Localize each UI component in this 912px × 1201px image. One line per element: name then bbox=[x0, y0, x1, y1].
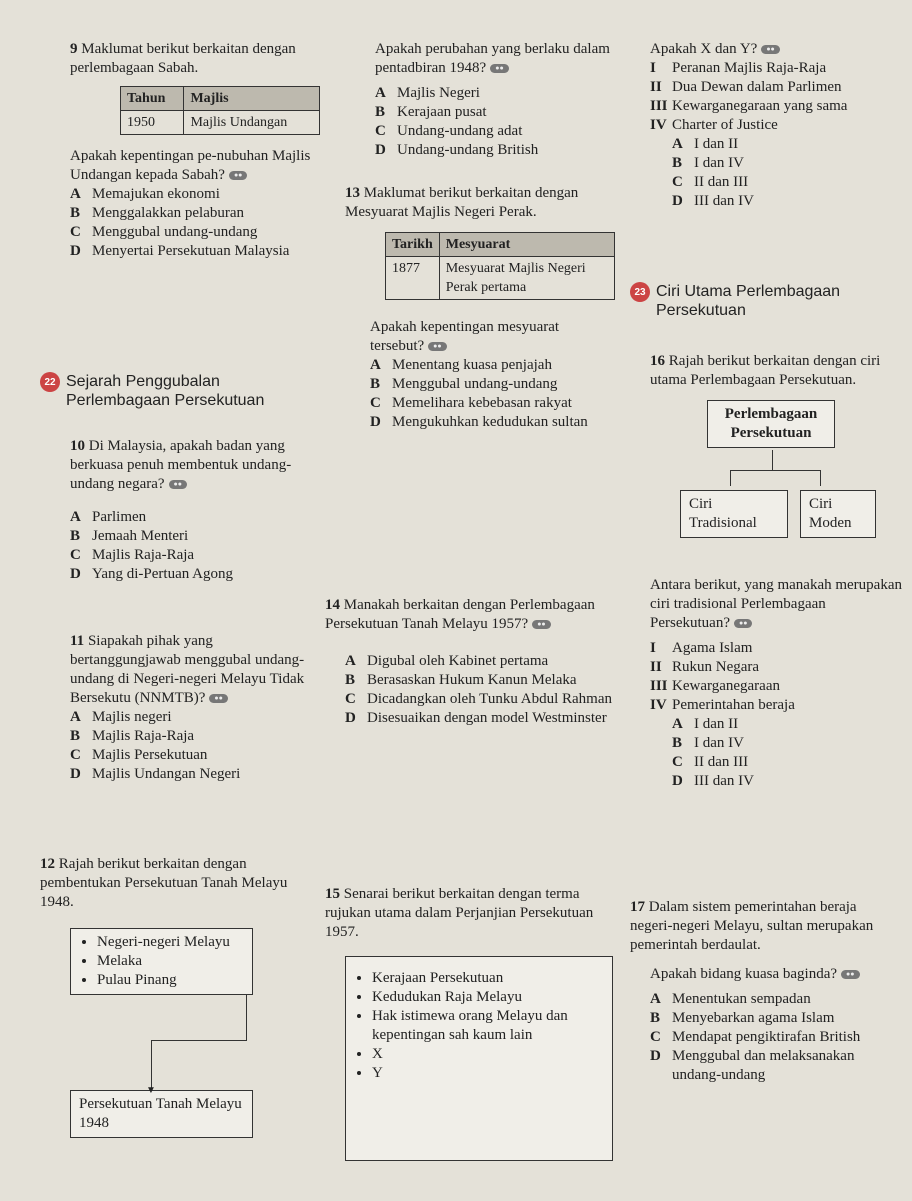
question-15: 15 Senarai berikut berkaitan dengan terma rujukan utama dalam Perjanjian Persekutuan 1957. • Kerajaan Persekutuan • Kedudukan Raja Melayu • Hak istimewa orang Melayu dan kepentingan sah kaum lain • X • Y bbox=[325, 885, 615, 1161]
option-b[interactable]: B Berasaskan Hukum Kanun Melaka bbox=[345, 672, 577, 688]
section-22-heading bbox=[40, 372, 310, 410]
connector-line bbox=[151, 1040, 247, 1041]
q13-table bbox=[385, 232, 615, 300]
level-tag: ●● bbox=[169, 480, 187, 489]
question-ask: Apakah kepentingan pe-nubuhan Majlis Undangan kepada Sabah? bbox=[70, 148, 311, 183]
option-d[interactable]: D Yang di-Pertuan Agong bbox=[70, 566, 233, 582]
table-cell: 1950 bbox=[121, 111, 184, 135]
roman-item: I Peranan Majlis Raja-Raja bbox=[650, 60, 827, 76]
level-tag: ●● bbox=[761, 45, 779, 54]
option-a[interactable]: A Menentukan sempadan bbox=[650, 991, 811, 1007]
option-d[interactable]: D III dan IV bbox=[672, 773, 754, 789]
list-item: • Negeri-negeri Melayu bbox=[97, 933, 244, 952]
option-d[interactable]: D Undang-undang British bbox=[375, 142, 539, 158]
connector-line bbox=[246, 995, 247, 1040]
option-c[interactable]: C Majlis Persekutuan bbox=[70, 747, 208, 763]
table-header: Tarikh bbox=[386, 233, 440, 257]
option-d[interactable]: D Menyertai Persekutuan Malaysia bbox=[70, 243, 290, 259]
diagram-left-box: Ciri Tradisional bbox=[680, 490, 788, 538]
diagram-root-box: Perlembagaan Persekutuan bbox=[707, 400, 835, 448]
option-b[interactable]: B Menggubal undang-undang bbox=[370, 376, 558, 392]
option-b[interactable]: B I dan IV bbox=[672, 735, 744, 751]
diagram-right-box: Ciri Moden bbox=[800, 490, 876, 538]
section-badge: 22 bbox=[40, 372, 60, 392]
option-c[interactable]: C Memelihara kebebasan rakyat bbox=[370, 395, 572, 411]
option-a[interactable]: A Majlis Negeri bbox=[375, 85, 480, 101]
option-c[interactable]: C II dan III bbox=[672, 174, 749, 190]
q12-result-box: Persekutuan Tanah Melayu 1948 bbox=[70, 1090, 253, 1138]
option-b[interactable]: B Kerajaan pusat bbox=[375, 104, 487, 120]
list-item: • Hak istimewa orang Melayu dan kepentingan sah kaum lain bbox=[372, 1007, 604, 1045]
option-d[interactable]: D III dan IV bbox=[672, 193, 754, 209]
level-tag: ●● bbox=[229, 171, 247, 180]
connector-line bbox=[730, 470, 820, 471]
option-d[interactable]: D Majlis Undangan Negeri bbox=[70, 766, 241, 782]
option-c[interactable]: C Menggubal undang-undang bbox=[70, 224, 258, 240]
option-a[interactable]: A Menentang kuasa penjajah bbox=[370, 357, 552, 373]
q15-bullet-box bbox=[345, 956, 613, 1161]
connector-line bbox=[730, 470, 731, 486]
option-a[interactable]: A Majlis negeri bbox=[70, 709, 172, 725]
list-item: • Y bbox=[372, 1064, 604, 1083]
table-cell: 1877 bbox=[386, 257, 440, 300]
roman-item: II Dua Dewan dalam Parlimen bbox=[650, 79, 842, 95]
q12-connector bbox=[40, 995, 320, 1096]
option-b[interactable]: B Majlis Raja-Raja bbox=[70, 728, 195, 744]
roman-item: III Kewarganegaraan bbox=[650, 678, 780, 694]
q16-diagram bbox=[650, 400, 902, 570]
question-stem: Maklumat berikut berkaitan dengan perlembagaan Sabah. bbox=[70, 41, 296, 76]
option-b[interactable]: B Menggalakkan pelaburan bbox=[70, 205, 245, 221]
q9-table bbox=[120, 86, 320, 135]
roman-item: I Agama Islam bbox=[650, 640, 753, 656]
question-13: 13 Maklumat berikut berkaitan dengan Mesyuarat Majlis Negeri Perak. Tarikh Mesyuarat 1877 Mesyuarat Majlis Negeri Perak pertama Apakah kepentingan mesyuarat tersebut? ●● A Menentang kuasa penjajah B Menggubal undang-undang C Memelihara kebebasan rakyat D Mengukuhkan kedudukan sultan bbox=[345, 184, 615, 432]
question-14: 14 Manakah berkaitan dengan Perlembagaan Persekutuan Tanah Melayu 1957? ●● A Digubal oleh Kabinet pertama B Berasaskan Hukum Kanun Melaka C Dicadangkan oleh Tunku Abdul Rahman D Disesuaikan dengan model Westminster bbox=[325, 596, 615, 728]
section-badge: 23 bbox=[630, 282, 650, 302]
list-item: • Melaka bbox=[97, 952, 244, 971]
option-a[interactable]: A Parlimen bbox=[70, 509, 147, 525]
list-item: • Kedudukan Raja Melayu bbox=[372, 988, 604, 1007]
option-a[interactable]: A I dan II bbox=[672, 716, 739, 732]
question-9 bbox=[70, 40, 320, 261]
level-tag: ●● bbox=[428, 342, 446, 351]
question-12: 12 Rajah berikut berkaitan dengan pembentukan Persekutuan Tanah Melayu 1948. • Negeri-negeri Melayu • Melaka • Pulau Pinang ▼ Persekutuan Tanah Melayu 1948 bbox=[40, 855, 320, 1138]
level-tag: ●● bbox=[734, 619, 752, 628]
list-item: • Pulau Pinang bbox=[97, 971, 244, 990]
option-a[interactable]: A Digubal oleh Kabinet pertama bbox=[345, 653, 549, 669]
option-a[interactable]: A I dan II bbox=[672, 136, 739, 152]
connector-line bbox=[772, 450, 773, 470]
option-c[interactable]: C Mendapat pengiktirafan British bbox=[650, 1029, 861, 1045]
table-header: Mesyuarat bbox=[439, 233, 614, 257]
roman-item: II Rukun Negara bbox=[650, 659, 760, 675]
level-tag: ●● bbox=[532, 620, 550, 629]
level-tag: ●● bbox=[490, 64, 508, 73]
option-a[interactable]: A Memajukan ekonomi bbox=[70, 186, 220, 202]
question-11: 11 Siapakah pihak yang bertanggungjawab menggubal undang-undang di Negeri-negeri Melayu Tidak Bersekutu (NNMTB)? ●● A Majlis negeri B Majlis Raja-Raja C Majlis Persekutuan D Majlis Undangan Negeri bbox=[70, 632, 320, 784]
option-c[interactable]: C Undang-undang adat bbox=[375, 123, 523, 139]
question-17: 17 Dalam sistem pemerintahan beraja negeri-negeri Melayu, sultan merupakan pemerintah berdaulat. Apakah bidang kuasa baginda? ●● A Menentukan sempadan B Menyebarkan agama Islam C Mendapat pengiktirafan British D Menggubal dan melaksanakan undang-undang bbox=[630, 898, 902, 1085]
table-cell: Majlis Undangan bbox=[184, 111, 320, 135]
level-tag: ●● bbox=[841, 970, 859, 979]
option-c[interactable]: C II dan III bbox=[672, 754, 749, 770]
option-b[interactable]: B I dan IV bbox=[672, 155, 744, 171]
roman-item: IV Charter of Justice bbox=[650, 117, 778, 133]
section-title: Sejarah Penggubalan Perlembagaan Persekutuan bbox=[66, 373, 265, 409]
roman-item: III Kewarganegaraan yang sama bbox=[650, 98, 848, 114]
list-item: • Kerajaan Persekutuan bbox=[372, 969, 604, 988]
question-16: 16 Rajah berikut berkaitan dengan ciri utama Perlembagaan Persekutuan. Perlembagaan Persekutuan Ciri Tradisional Ciri Moden Antara berikut, yang manakah merupakan ciri tradisional Perlembagaan Persekutuan? ●● I Agama Islam II Rukun Negara III Kewarganegaraan IV Pemerintahan beraja A I dan II B I dan IV C II dan III D III dan IV bbox=[650, 353, 902, 789]
option-c[interactable]: C Majlis Raja-Raja bbox=[70, 547, 195, 563]
option-b[interactable]: B Menyebarkan agama Islam bbox=[650, 1010, 835, 1026]
section-23-heading bbox=[630, 282, 870, 320]
question-col2-top: Apakah perubahan yang berlaku dalam pentadbiran 1948? ●● A Majlis Negeri B Kerajaan pusat C Undang-undang adat D Undang-undang British bbox=[375, 40, 615, 160]
table-cell: Mesyuarat Majlis Negeri Perak pertama bbox=[439, 257, 614, 300]
option-d[interactable]: D Menggubal dan melaksanakan undang-undang bbox=[650, 1048, 855, 1083]
question-col3-top: Apakah X dan Y? ●● I Peranan Majlis Raja-Raja II Dua Dewan dalam Parlimen III Kewarganegaraan yang sama IV Charter of Justice A I dan II B I dan IV C II dan III D III dan IV bbox=[650, 40, 900, 211]
list-item: • X bbox=[372, 1045, 604, 1064]
question-number: 9 bbox=[70, 41, 78, 57]
table-header: Tahun bbox=[121, 87, 184, 111]
option-b[interactable]: B Jemaah Menteri bbox=[70, 528, 189, 544]
option-c[interactable]: C Dicadangkan oleh Tunku Abdul Rahman bbox=[345, 691, 612, 707]
connector-line bbox=[820, 470, 821, 486]
arrow-head-icon: ▼ bbox=[146, 1085, 156, 1096]
option-d[interactable]: D Disesuaikan dengan model Westminster bbox=[345, 710, 607, 726]
question-10: 10 Di Malaysia, apakah badan yang berkuasa penuh membentuk undang-undang negara? ●● A Parlimen B Jemaah Menteri C Majlis Raja-Raja D Yang di-Pertuan Agong bbox=[70, 437, 320, 584]
option-d[interactable]: D Mengukuhkan kedudukan sultan bbox=[370, 414, 588, 430]
level-tag: ●● bbox=[209, 694, 227, 703]
q12-bullet-box bbox=[70, 928, 253, 995]
roman-item: IV Pemerintahan beraja bbox=[650, 697, 795, 713]
section-title: Ciri Utama Perlembagaan Persekutuan bbox=[656, 283, 841, 319]
table-header: Majlis bbox=[184, 87, 320, 111]
